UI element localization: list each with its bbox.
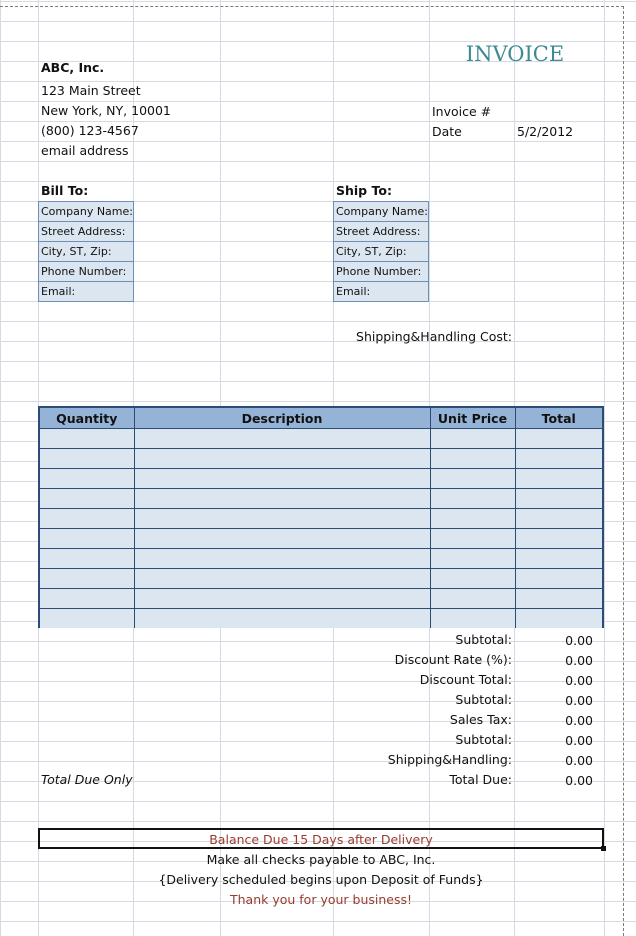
company-city[interactable]: New York, NY, 10001 [41,103,171,118]
ship-to-heading[interactable]: Ship To: [336,183,392,198]
unit-price-cell[interactable] [430,589,515,609]
items-table-body [40,429,602,629]
totals-label[interactable]: Total Due: [449,772,512,787]
bill-to-phone-label[interactable]: Phone Number: [39,262,133,282]
total-cell[interactable] [515,589,602,609]
table-row [40,469,602,489]
quantity-cell[interactable] [40,489,134,509]
description-cell[interactable] [134,509,430,529]
quantity-cell[interactable] [40,549,134,569]
table-row [40,589,602,609]
balance-due-text[interactable]: Balance Due 15 Days after Delivery [209,832,433,847]
unit-price-cell[interactable] [430,609,515,629]
totals-value[interactable]: 0.00 [565,693,593,708]
unit-price-cell[interactable] [430,569,515,589]
unit-price-cell[interactable] [430,509,515,529]
totals-value[interactable]: 0.00 [565,753,593,768]
description-cell[interactable] [134,589,430,609]
totals-value[interactable]: 0.00 [565,653,593,668]
company-name[interactable]: ABC, Inc. [41,60,105,75]
total-cell[interactable] [515,509,602,529]
description-cell[interactable] [134,449,430,469]
quantity-cell[interactable] [40,609,134,629]
totals-label[interactable]: Subtotal: [455,732,512,747]
bill-to-street-label[interactable]: Street Address: [39,222,133,242]
company-street[interactable]: 123 Main Street [41,83,141,98]
invoice-number-label[interactable]: Invoice # [432,104,492,119]
bill-to-city-label[interactable]: City, ST, Zip: [39,242,133,262]
totals-label[interactable]: Sales Tax: [449,712,512,727]
company-phone[interactable]: (800) 123-4567 [41,123,139,138]
bill-to-email-label[interactable]: Email: [41,285,76,298]
description-cell[interactable] [134,569,430,589]
quantity-cell[interactable] [40,429,134,449]
quantity-cell[interactable] [40,509,134,529]
totals-value[interactable]: 0.00 [565,673,593,688]
company-email[interactable]: email address [41,143,129,158]
unit-price-cell[interactable] [430,449,515,469]
invoice-title[interactable]: INVOICE [465,42,565,66]
total-cell[interactable] [515,429,602,449]
total-cell[interactable] [515,569,602,589]
total-cell[interactable] [515,529,602,549]
table-row [40,449,602,469]
unit-price-cell[interactable] [430,429,515,449]
total-cell[interactable] [515,489,602,509]
unit-price-cell[interactable] [430,469,515,489]
quantity-cell[interactable] [40,469,134,489]
total-cell[interactable] [515,469,602,489]
column-header-unit-price[interactable]: Unit Price [430,408,515,429]
totals-label[interactable]: Shipping&Handling: [387,752,512,767]
thank-you-text[interactable]: Thank you for your business! [229,892,413,907]
quantity-cell[interactable] [40,449,134,469]
bill-to-company-label[interactable]: Company Name: [39,202,133,222]
table-row [40,549,602,569]
total-cell[interactable] [515,609,602,629]
shipping-cost-label[interactable]: Shipping&Handling Cost: [356,329,512,344]
totals-label[interactable]: Discount Total: [419,672,512,687]
totals-label[interactable]: Subtotal: [455,632,512,647]
totals-value[interactable]: 0.00 [565,733,593,748]
description-cell[interactable] [134,469,430,489]
ship-to-phone-label[interactable]: Phone Number: [334,262,428,282]
column-header-quantity[interactable]: Quantity [40,408,134,429]
unit-price-cell[interactable] [430,549,515,569]
description-cell[interactable] [134,529,430,549]
quantity-cell[interactable] [40,529,134,549]
ship-to-street-label[interactable]: Street Address: [334,222,428,242]
items-table [38,406,604,628]
ship-to-city-label[interactable]: City, ST, Zip: [334,242,428,262]
bill-to-fields [38,201,134,302]
totals-value[interactable]: 0.00 [565,713,593,728]
ship-to-email-label[interactable]: Email: [336,285,371,298]
table-row [40,429,602,449]
description-cell[interactable] [134,549,430,569]
table-row [40,609,602,629]
unit-price-cell[interactable] [430,489,515,509]
unit-price-cell[interactable] [430,529,515,549]
total-cell[interactable] [515,549,602,569]
description-cell[interactable] [134,489,430,509]
table-row [40,569,602,589]
quantity-cell[interactable] [40,589,134,609]
ship-to-fields [333,201,429,302]
totals-label[interactable]: Subtotal: [455,692,512,707]
totals-value[interactable]: 0.00 [565,773,593,788]
ship-to-company-label[interactable]: Company Name: [334,202,428,222]
checks-payable-text[interactable]: Make all checks payable to ABC, Inc. [206,852,436,867]
table-row [40,529,602,549]
column-header-description[interactable]: Description [134,408,430,429]
total-cell[interactable] [515,449,602,469]
invoice-date-label[interactable]: Date [432,124,462,139]
delivery-note-text[interactable]: {Delivery scheduled begins upon Deposit of Funds} [158,872,484,887]
page-break-right [623,6,624,936]
quantity-cell[interactable] [40,569,134,589]
grid-column-line [604,0,605,936]
bill-to-heading[interactable]: Bill To: [41,183,89,198]
totals-value[interactable]: 0.00 [565,633,593,648]
totals-label[interactable]: Discount Rate (%): [394,652,512,667]
total-due-only-note[interactable]: Total Due Only [41,772,133,787]
description-cell[interactable] [134,429,430,449]
table-row [40,489,602,509]
invoice-date-value[interactable]: 5/2/2012 [517,124,574,139]
page-break-top [0,6,624,7]
column-header-total[interactable]: Total [515,408,602,429]
description-cell[interactable] [134,609,430,629]
table-row [40,509,602,529]
